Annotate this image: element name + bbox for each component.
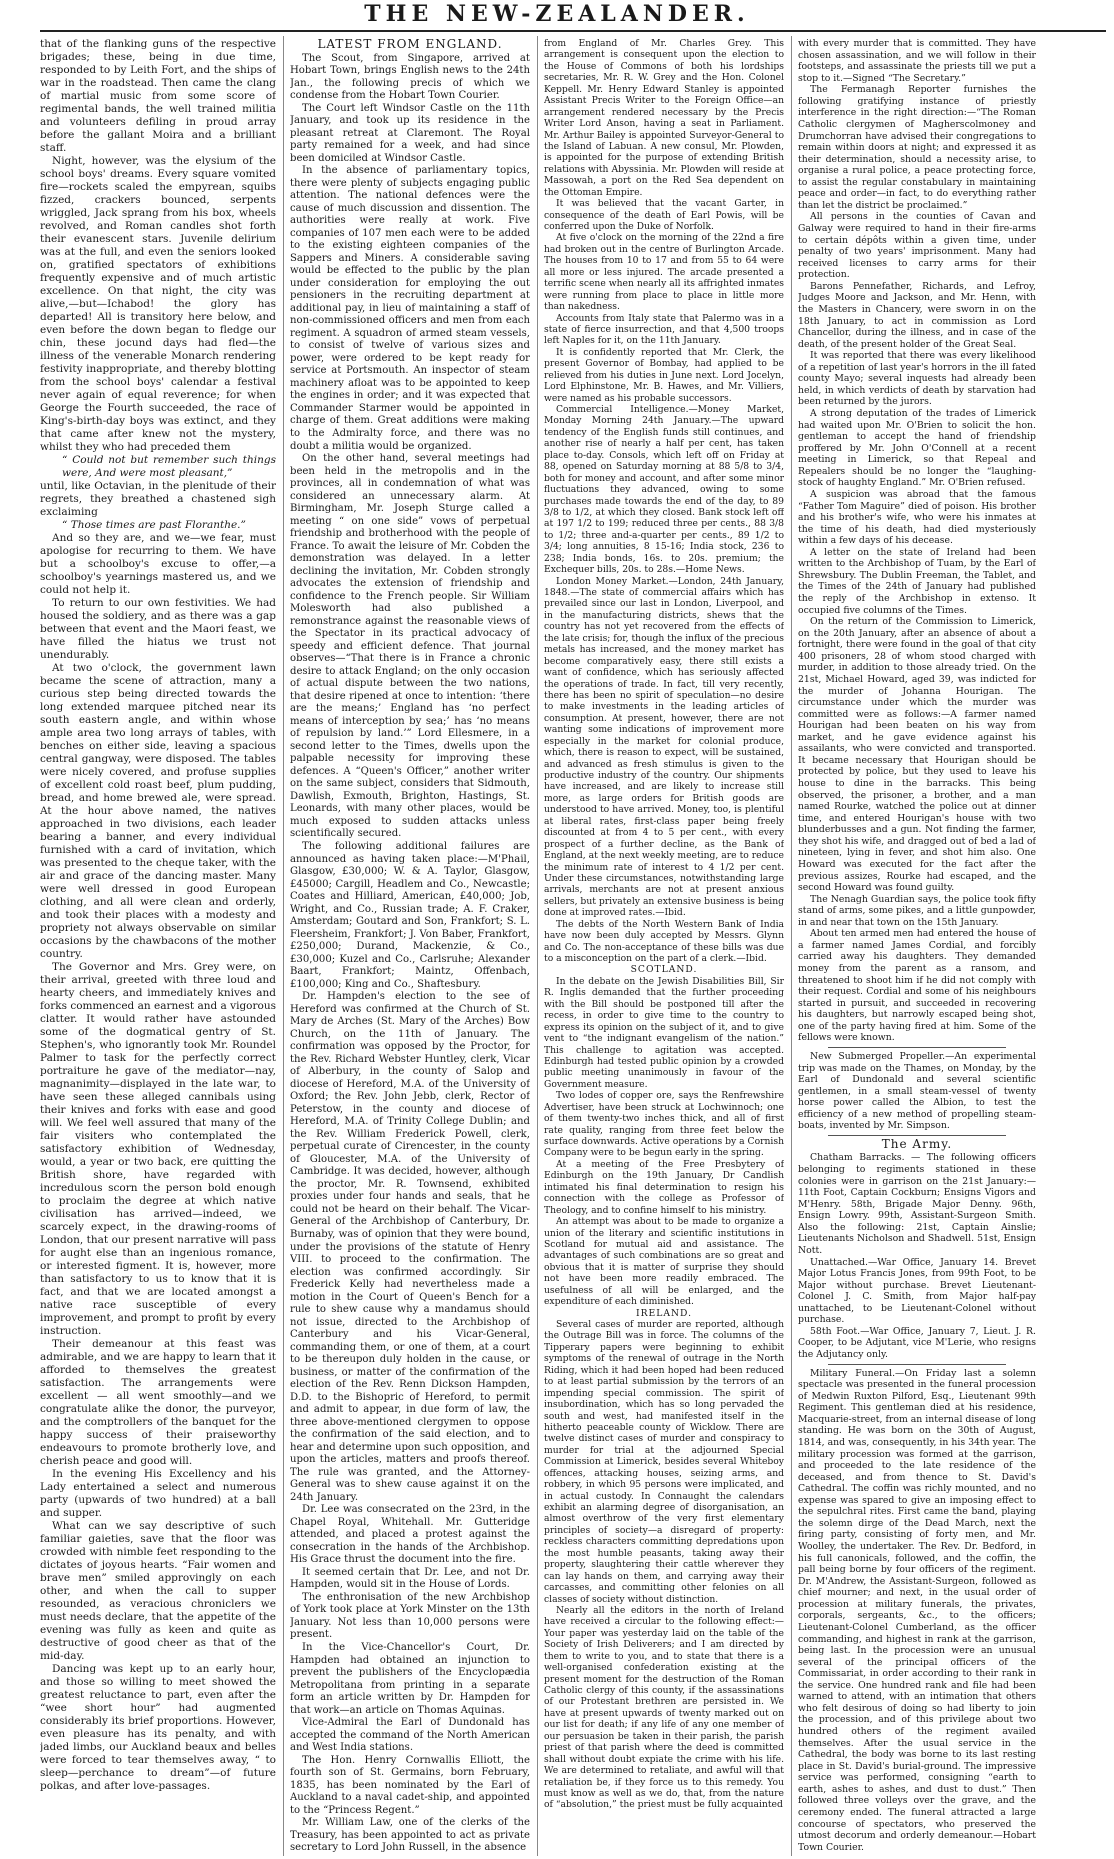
paragraph: Two lodes of copper ore, says the Renfrewshire Advertiser, have been struck at Lochwinnoch; one of them twenty-two inches thick, and all of first rate quality, ranging from three feet below the surface downwards. Active operations by a Cornish Company were to be begun early in the spring. [544,1090,784,1159]
section-heading: The Army. [881,1136,953,1151]
paragraph: And so they are, and we—we fear, must apologise for recurring to them. We have but a schoolboy's excuse to offer,—a schoolboy's yearnings mastered us, and we could not help it. [40,532,276,596]
paragraph: What can we say descriptive of such familiar gaieties, save that the floor was crowded with nimble feet responding to the dictates of joyous hearts. “Fair women and brave men” smiled approvingly on each other, and when the call to supper resounded, as veracious chroniclers we must needs declare, that the appetite of the evening was fully as keen and quite as destructive of good cheer as that of the mid-day. [40,1520,276,1662]
paragraph: Unattached.—War Office, January 14. Brevet Major Lotus Francis Jones, from 99th Foot, to be Major without purchase. Brevet Lieutenant-Colonel J. C. Smith, from Major half-pay unattached, to be Lieutenant-Colonel without purchase. [798,1256,1036,1326]
paragraph: On the other hand, several meetings had been held in the metropolis and in the provinces, all in condemnation of what was considered an unnecessary alarm. At Birmingham, Mr. Joseph Sturge called a meeting “ on one side” vows of perpetual friendship and brotherhood with the people of France. To await the leisure of Mr. Cobden the demonstration was delayed. In a letter declining the invitation, Mr. Cobden strongly advocates the extension of friendship and confidence to the French people. Sir William Molesworth had also published a remonstrance against the reasonable views of the Spectator in its practical advocacy of speedy and efficient defence. That journal observes—“That there is in France a chronic desire to attack England; on the only occasion of actual dispute between the two nations, that desire ripened at once to intention: ‘there are the means;’ England has ‘no perfect means of interception by sea;’ has ‘no means of repulsion by land.’” Lord Ellesmere, in a second letter to the Times, dwells upon the palpable necessity for improving these defences. A “Queen's Officer,” another writer on the same subject, considers that Sidmouth, Dawlish, Exmouth, Brighton, Hastings, St. Leonards, with many other places, would be much exposed to sudden attacks unless scientifically secured. [290,453,530,840]
paragraph: London Money Market.—London, 24th January, 1848.—The state of commercial affairs which has prevailed since our last in London, Liverpool, and in the manufacturing districts, shews that the country has not yet recovered from the effects of the late crisis; for, though the influx of the precious metals has increased, and the money market has become comparatively easy, there still exists a want of confidence, which has seriously affected the operations of trade. In fact, till very recently, there has been no spirit of speculation—no desire to make investments in the leading articles of consumption. At present, however, there are not wanting some indications of improvement more especially in the market for colonial produce, which, there is reason to expect, will be sustained, and advanced as fresh stimulus is given to the productive industry of the country. Our shipments have increased, and are likely to increase still more, as large orders for British goods are understood to have arrived. Money, too, is plentiful at liberal rates, first-class paper being freely discounted at from 4 to 5 per cent., with every prospect of a further decline, as the Bank of England, at the next weekly meeting, are to reduce the minimum rate of interest to 4 1/2 per cent. Under these circumstances, notwithstanding large arrivals, merchants are not at present anxious sellers, but privately an extensive business is being done at improved rates.—Ibid. [544,575,784,919]
column-divider [283,36,284,1856]
paragraph: An attempt was about to be made to organize a union of the literary and scientific institutions in Scotland for mutual aid and assistance. The advantages of such combinations are so great and obvious that it is matter of surprise they should not have been more readily embraced. The usefulness of all will be enlarged, and the expenditure of each diminished. [544,1216,784,1308]
paragraph: It is confidently reported that Mr. Clerk, the present Governor of Bombay, had applied to be relieved from his duties in June next. Lord Jocelyn, Lord Elphinstone, Mr. B. Hawes, and Mr. Villiers, were named as his probable successors. [544,346,784,404]
paragraph: A suspicion was abroad that the famous “Father Tom Maguire” died of poison. His brother and his brother's wife, who were his inmates at the time of his death, had died mysteriously within a few days of his decease. [798,488,1036,547]
paragraph: The debts of the North Western Bank of India have now been duly accepted by Messrs. Glynn and Co. The non-acceptance of these bills was due to a misconception on the part of a clerk.—Ibid. [544,918,784,964]
paragraph: It seemed certain that Dr. Lee, and not Dr. Hampden, would sit in the House of Lords. [290,1566,530,1591]
column-divider [537,36,538,1856]
paragraph: Accounts from Italy state that Palermo was in a state of fierce insurrection, and that 4,500 troops left Naples for it, on the 11th January. [544,312,784,347]
paragraph: In the evening His Excellency and his Lady entertained a select and numerous party (upwards of two hundred) at a ball and supper. [40,1468,276,1519]
paragraph: The Hon. Henry Cornwallis Elliott, the fourth son of St. Germains, born February, 1835, has been nominated by the Earl of Auckland to a naval cadet-ship, and appointed to the “Princess Regent.” [290,1754,530,1816]
paragraph: At a meeting of the Free Presbytery of Edinburgh on the 19th January, Dr Candlish intimated his final determination to resign his connection with the college as Professor of Theology, and to confine himself to his ministry. [544,1158,784,1216]
paragraph: It was reported that there was every likelihood of a repetition of last year's horrors in the ill fated county Mayo; several inquests had already been held, in which verdicts of death by starvation had been returned by the jurors. [798,350,1036,408]
paragraph: The Nenagh Guardian says, the police took fifty stand of arms, some pikes, and a little gunpowder, in and near that town on the 15th January. [798,893,1036,928]
paragraph: until, like Octavian, in the plenitude of their regrets, they breathed a chastened sigh exclaiming [40,480,276,518]
paragraph: Barons Pennefather, Richards, and Lefroy, Judges Moore and Jackson, and Mr. Henn, with the Masters in Chancery, were sworn in on the 18th January, to act in commission as Lord Chancellor, during the illness, and in case of the death, of the present holder of the Great Seal. [798,280,1036,350]
paragraph: The Governor and Mrs. Grey were, on their arrival, greeted with three loud and hearty cheers, and immediately knives and forks commenced an earnest and a vigorous clatter. It would rather have astounded some of the dogmatical gentry of St. Stephen's, who ignorantly took Mr. Roundel Palmer to task for the perfectly correct portraiture he gave of the mediator—nay, magnanimity—displayed in the late war, to have seen these alleged cannibals using their knives and forks with ease and good will. We feel well assured that many of the fair visiters who contemplated the satisfactory exhibition of Wednesday, would, a year or two back, ere quitting the British shore, have regarded with incredulous scorn the person bold enough to proclaim the degree at which native civilisation has arrived—indeed, we scarcely expect, in the drawing-rooms of London, that our present narrative will pass for aught else than an ingenious romance, or interested figment. It is, however, more than satisfactory to us to know that it is fact, and that we are located amongst a native race susceptible of every improvement, and prompt to profit by every instruction. [40,961,276,1337]
paragraph: Nearly all the editors in the north of Ireland have received a circular to the following effect:—Your paper was yesterday laid on the table of the Society of Irish Deliverers; and I am directed by them to write to you, and to state that there is a well-organised confederation existing at the present moment for the destruction of the Roman Catholic clergy of this county, if the assassinations of our Protestant brethren are persisted in. We have at present upwards of twenty marked out on our list for death; if any life of any one member of our persuasion be taken in their parish, the parish priest of that parish where the deed is committed shall without doubt expiate the crime with his life. We are determined to retaliate, and awful will that retaliation be, if they force us to this remedy. You must know as well as we do, that, from the nature of “absolution,” the priest must be fully acquainted [544,1604,784,1811]
paragraph: Military Funeral.—On Friday last a solemn spectacle was presented in the funeral procession of Medwin Ruxton Pilford, Esq., Lieutenant 99th Regiment. This gentleman died at his residence, Macquarie-street, from an internal disease of long standing. He was born on the 30th of August, 1814, and was, consequently, in his 34th year. The military procession was formed at the garrison, and proceeded to the late residence of the deceased, and from thence to St. David's Cathedral. The coffin was richly mounted, and no expense was spared to give an imposing effect to the sepulchral rites. First came the band, playing the solemn dirge of the Dead March, next the firing party, consisting of forty men, and Mr. Woolley, the undertaker. The Rev. Dr. Bedford, in his full canonicals, followed, and the coffin, the pall being borne by four officers of the regiment. Dr. M'Andrew, the Assistant-Surgeon, followed as chief mourner; and next, in the usual order of procession at military funerals, the privates, corporals, sergeants, &c., to the officers; Lieutenant-Colonel Cumberland, as the officer commanding, and highest in rank at the garrison, being last. In the procession were an unusual several of the principal officers of the Commissariat, in order according to their rank in the service. One hundred rank and file had been warned to attend, with an intimation that others who felt desirous of doing so had liberty to join the procession, and of this privilege about two hundred others of the regiment availed themselves. After the usual service in the Cathedral, the body was borne to its last resting place in St. David's burial-ground. The impressive service was performed, consigning “earth to earth, ashes to ashes, and dust to dust.” Then followed three volleys over the grave, and the ceremony ended. The funeral attracted a large concourse of spectators, who preserved the utmost decorum and orderly demeanour.—Hobart Town Courier. [798,1367,1036,1853]
paragraph: The enthronisation of the new Archbishop of York took place at York Minster on the 13th January. Not less than 10,000 persons were present. [290,1591,530,1641]
section-divider [828,1364,1006,1365]
masthead: THE NEW-ZEALANDER. [364,1,750,27]
paragraph: At five o'clock on the morning of the 22nd a fire had broken out in the centre of Burlington Arcade. The houses from 10 to 17 and from 55 to 64 were all more or less injured. The arcade presented a terrific scene when nearly all its affrighted inmates were running from place to place in little more than nakedness. [544,232,784,313]
paragraph: 58th Foot.—War Office, January 7, Lieut. J. R. Cooper, to be Adjutant, vice M'Lerie, who resigns the Adjutancy only. [798,1325,1036,1360]
paragraph: In the debate on the Jewish Disabilities Bill, Sir R. Inglis demanded that the further proceeding with the Bill should be postponed till after the recess, in order to give time to the country to express its opinion on the subject of it, and to give vent to “the indignant evangelism of the nation.” This challenge to agitation was accepted. Edinburgh had tested public opinion by a crowded public meeting unanimously in favour of the Government measure. [544,975,784,1090]
paragraph: A letter on the state of Ireland had been written to the Archbishop of Tuam, by the Earl of Shrewsbury. The Dublin Freeman, the Tablet, and the Times of the 24th of January had published the reply of the Archbishop in extenso. It occupied five columns of the Times. [798,546,1036,616]
paragraph: It was believed that the vacant Garter, in consequence of the death of Earl Powis, will be conferred upon the Duke of Norfolk. [544,198,784,232]
paragraph: About ten armed men had entered the house of a farmer named James Cordial, and forcibly carried away his daughters. They demanded money from the parent as a ransom, and threatened to shoot him if he did not comply with their request. Cordial and some of his neighbours started in pursuit, and succeeded in recovering his daughters, but narrowly escaped being shot, one of the party having fired at him. Some of the fellows were known. [798,928,1036,1044]
paragraph: Dr. Lee was consecrated on the 23rd, in the Chapel Royal, Whitehall. Mr. Gutteridge attended, and placed a protest against the consecration in the hands of the Archbishop. His Grace thrust the document into the fire. [290,1504,530,1566]
paragraph: Night, however, was the elysium of the school boys' dreams. Every square vomited fire—rockets scaled the empyrean, squibs fizzed, crackers bounced, serpents wriggled, Jack sprang from his box, wheels revolved, and Roman candles shot forth their evanescent stars. Juvenile delirium was at the full, and even the seniors looked on, gratified spectators of exhibitions frequently expensive and of much artistic excellence. On that night, the city was alive,—but—Ichabod! the glory has departed! All is transitory here below, and even before the down began to fledge our chin, these jocund days had fled—the illness of the venerable Monarch rendering festivity inappropriate, and thereby blotting from the school boys' calendar a festival never again of equal reverence; for when George the Fourth succeeded, the race of King's-birth-day boys was extinct, and they that came after knew not the mystery, whilst they who had preceded them [40,155,276,453]
paragraph: The Fermanagh Reporter furnishes the following gratifying instance of priestly interference in the right direction:—“The Roman Catholic clergymen of Magherscolmoney and Drumchorran have advised their congregations to remain within doors at night; and expressed it as their determination, should a necessity arise, to organise a rural police, a peace protecting force, to assist the regular constabulary in maintaining peace and order—in fact, to do everything rather than let the district be proclaimed.” [798,84,1036,211]
section-heading: LATEST FROM ENGLAND. [317,38,503,51]
paragraph: In the Vice-Chancellor's Court, Dr. Hampden had obtained an injunction to prevent the publishers of the Encyclopædia Metropolitana from printing in a separate form an article written by Dr. Hampden for that work—an article on Thomas Aquinas. [290,1642,530,1716]
paragraph: Chatham Barracks. — The following officers belonging to regiments stationed in these colonies were in garrison on the 21st January:— 11th Foot, Captain Cockburn; Ensigns Vigors and M'Henry. 58th, Brigade Major Denny. 96th, Ensign Lowry. 99th, Assistant-Surgeon Smith. Also the following: 21st, Captain Ainslie; Lieutenants Nicholson and Shadwell. 51st, Ensign Nott. [798,1152,1036,1256]
subsection-heading: SCOTLAND. [630,964,698,976]
column-4 [798,38,1036,1856]
quote-verse: “ Could not but remember such things were, And were most pleasant,” [62,454,276,479]
paragraph: New Submerged Propeller.—An experimental trip was made on the Thames, on Monday, by the Earl of Dundonald and several scientific gentlemen, in a small steam-vessel of twenty horse power called the Albion, to test the efficiency of a new method of propelling steam-boats, invented by Mr. Simpson. [798,1050,1036,1132]
column-1 [40,38,276,1856]
paragraph: Mr. William Law, one of the clerks of the Treasury, has been appointed to act as private secretary to Lord John Russell, in the absence [290,1817,530,1854]
paragraph: The Scout, from Singapore, arrived at Hobart Town, brings English news to the 24th Jan., the following precis of which we condense from the Hobart Town Courier. [290,52,530,102]
paragraph: To return to our own festivities. We had housed the soldiery, and as there was a gap between that event and the Maori feast, we have filled the hiatus we trust not unendurably. [40,597,276,661]
paragraph: The Court left Windsor Castle on the 11th January, and took up its residence in the pleasant retreat at Claremont. The Royal party remained for a week, and had since been domiciled at Windsor Castle. [290,102,530,164]
paragraph: Vice-Admiral the Earl of Dundonald has accepted the command of the North American and West India stations. [290,1717,530,1754]
paragraph: The following additional failures are announced as having taken place:—M'Phail, Glasgow, £30,000; W. & A. Taylor, Glasgow, £45000; Cargill, Headlem and Co., Newcastle; Coates and Hilliard, American, £40,000; Job, Wright, and Co., Russian trade; A. F. Craker, Amsterdam; Goutard and Son, Frankfort; S. L. Fleersheim, Frankfort; J. Von Baber, Frankfort, £250,000; Durand, Mackenzie, & Co., £30,000; Kuzel and Co., Carlsruhe; Alexander Baart, Frankfort; Maintz, Offenbach, £100,000; King and Co., Shaftesbury. [290,841,530,990]
paragraph: Their demeanour at this feast was admirable, and we are happy to learn that it afforded to themselves the greatest satisfaction. The arrangements were excellent — all went smoothly—and we congratulate alike the donor, the purveyor, and the comptrollers of the banquet for the happy success of their praiseworthy endeavours to promote brotherly love, and cherish peace and good will. [40,1338,276,1467]
subsection-heading: IRELAND. [636,1307,692,1319]
paragraph: Dr. Hampden's election to the see of Hereford was confirmed at the Church of St. Mary de Arches (St. Mary of the Arches) Bow Church, on the 11th of January. The confirmation was opposed by the Proctor, for the Rev. Richard Webster Huntley, clerk, Vicar of Alberbury, in the county of Salop and diocese of Hereford, M.A. of the University of Oxford; the Rev. John Jebb, clerk, Rector of Peterstow, in the county and diocese of Hereford, M.A. of Trinity College Dublin; and the Rev. William Frederick Powell, clerk, perpetual curate of Cirencester, in the county of Gloucester, M.A. of the University of Cambridge. It was decided, however, although the proctor, Mr. R. Townsend, exhibited proxies under four hands and seals, that he could not be heard on their behalf. The Vicar-General of the Archbishop of Canterbury, Dr. Burnaby, was of opinion that they were bound, under the provisions of the statute of Henry VIII. to proceed to the confirmation. The election was confirmed accordingly. Sir Frederick Kelly had nevertheless made a motion in the Court of Queen's Bench for a rule to shew cause why a mandamus should not issue, directed to the Archbishop of Canterbury and his Vicar-General, commanding them, or one of them, at a court to be thereupon duly holden in the cause, or business, or matter of the confirmation of the election of the Rev. Renn Dickson Hampden, D.D. to the Bishopric of Hereford, to permit and admit to appear, in due form of law, the three above-mentioned clergymen to oppose the confirmation of the said election, and to hear and determine upon such opposition, and upon the articles, matters and proofs thereof. The rule was granted, and the Attorney-General was to shew cause against it on the 24th January. [290,991,530,1503]
column-divider [791,36,792,1856]
paragraph: that of the flanking guns of the respective brigades; these, being in due time, responded to by Leith Fort, and the ships of war in the roadstead. Then came the clang of martial music from some score of regimental bands, the well trained militia and volunteers defiling in proud array before the gallant Moira and a brilliant staff. [40,38,276,154]
column-3 [544,38,784,1856]
paragraph: Several cases of murder are reported, although the Outrage Bill was in force. The columns of the Tipperary papers were beginning to exhibit symptoms of the renewal of outrage in the North Riding, which it had been hoped had been reduced to at least partial submission by the terrors of an impending special commission. The spirit of insubordination, which has so long pervaded the south and west, had manifested itself in the hitherto peaceable county of Wicklow. There are twelve distinct cases of murder and conspiracy to murder for trial at the adjourned Special Commission at Limerick, besides several Whiteboy offences, attacking houses, seizing arms, and robbery, in which 95 persons were implicated, and in actual custody. In Connaught the calendars exhibit an alarming degree of disorganisation, an almost overthrow of the very first elementary principles of society—a disregard of property: reckless characters committing depredations upon the most humble peasants, taking away their property, slaughtering their cattle wherever they can lay hands on them, and carrying away their carcasses, and committing other felonies on all classes of society without distinction. [544,1319,784,1605]
paragraph: In the absence of parliamentary topics, there were plenty of subjects engaging public attention. The national defences were the cause of much discussion and dissention. The authorities were really at work. Five companies of 107 men each were to be added to the existing eighteen companies of the Sappers and Miners. A considerable saving would be effected to the public by the plan under consideration for employing the out pensioners in the recruiting department at additional pay, in lieu of maintaining a staff of non-commissioned officers and men from each regiment. A squadron of armed steam vessels, to consist of twelve of various sizes and power, were ordered to be kept ready for service at Portsmouth. An inspector of steam machinery afloat was to be appointed to keep the engines in order; and it was expected that Commander Starmer would be appointed in charge of them. Great additions were making to the Admiralty force, and there was no doubt a militia would be organized. [290,165,530,452]
paragraph: Dancing was kept up to an early hour, and those so willing to meet showed the greatest reluctance to part, even after the “wee short hour” had augmented considerably its brief proportions. However, even pleasure has its penalty, and with jaded limbs, our Auckland beaux and belles were forced to tear themselves away, “ to sleep—perchance to dream”—of future polkas, and after love-passages. [40,1663,276,1792]
paragraph: All persons in the counties of Cavan and Galway were required to hand in their fire-arms to certain dépôts within a given time, under penalty of two years' imprisonment. Many had received licenses to carry arms for their protection. [798,211,1036,281]
masthead-rule [40,30,1106,32]
paragraph: At two o'clock, the government lawn became the scene of attraction, many a curious step being directed towards the long extended marquee pitched near its south eastern angle, and within whose ample area two long arrays of tables, with benches on either side, leaving a spacious central gangway, were disposed. The tables were nicely covered, and profuse supplies of excellent cold roast beef, plum pudding, bread, and home brewed ale, were spread. At the hour above named, the natives approached in two divisions, each leader bearing a banner, and every individual furnished with a card of invitation, which was presented to the cheque taker, with the air and grace of the dancing master. Many were well dressed in good European clothing, and all were clean and orderly, and took their places with a modesty and propriety not always observable on similar occasions by the chawbacons of the mother country. [40,662,276,960]
paragraph: A strong deputation of the trades of Limerick had waited upon Mr. O'Brien to solicit the hon. gentleman to accept the hand of friendship proffered by Mr. John O'Connell at a recent meeting in Limerick, so that Repeal and Repealers should be no longer the “laughing-stock of haughty England.” Mr. O'Brien refused. [798,408,1036,489]
column-2 [290,38,530,1856]
section-divider [828,1047,1006,1048]
paragraph: Commercial Intelligence.—Money Market, Monday Morning 24th January.—The upward tendency of the English funds still continues, and another rise of nearly a half per cent, has taken place to-day. Consols, which left off on Friday at 88, opened on Saturday morning at 88 5/8 to 3/4, both for money and account, and after some minor fluctuations they advanced, owing to some purchases made towards the end of the day, to 89 3/8 to 1/2, at which they closed. Bank stock left off at 197 1/2 to 199; reduced three per cents., 88 3/8 to 1/2; three and-a-quarter per cents., 89 1/2 to 3/4; long annuities, 8 15-16; India stock, 236 to 238; India bonds, 16s. to 20s. premium; the Exchequer bills, 20s. to 28s.—Home News. [544,404,784,576]
section-divider [828,1135,1006,1136]
quote-verse: “ Those times are past Floranthe.” [62,519,246,531]
paragraph: On the return of the Commission to Limerick, on the 20th January, after an absence of about a fortnight, there were found in the goal of that city 400 prisoners, 28 of whom stood charged with murder, in addition to those already tried. On the 21st, Michael Howard, aged 39, was indicted for the murder of Johanna Hourigan. The circumstance under which the murder was committed were as follows:—A farmer named Hourigan had been beaten on his way from market, and he gave evidence against his assailants, who were convicted and transported. It became necessary that Hourigan should be protected by police, but they used to leave his house to dine in the barracks. This being observed, the prisoner, a brother, and a man named Rourke, watched the police out at dinner time, and entered Hourigan's house with two blunderbusses and a gun. Not finding the farmer, they shot his wife, and dragged out of bed a lad of nineteen, lying in fever, and shot him also. One Howard was executed for the fact after the previous assizes, Rourke had escaped, and the second Howard was found guilty. [798,616,1036,894]
paragraph: from England of Mr. Charles Grey. This arrangement is consequent upon the election to the House of Commons of both his lordships secretaries, Mr. R. W. Grey and the Hon. Colonel Keppell. Mr. Henry Edward Stanley is appointed Assistant Precis Writer to the Foreign Office—an arrangement rendered necessary by the Precis Writer Lord Anson, having a seat in Parliament. Mr. Arthur Bailey is appointed Surveyor-General to the Island of Labuan. A new consul, Mr. Plowden, is appointed for the purpose of extending British relations with Abyssinia. Mr. Plowden will reside at Massowah, a port on the Red Sea dependent on the Ottoman Empire. [544,38,784,198]
paragraph: with every murder that is committed. They have chosen assassination, and we will follow in their footsteps, and assassinate the priests till we put a stop to it.—Signed “The Secretary.” [798,38,1036,84]
